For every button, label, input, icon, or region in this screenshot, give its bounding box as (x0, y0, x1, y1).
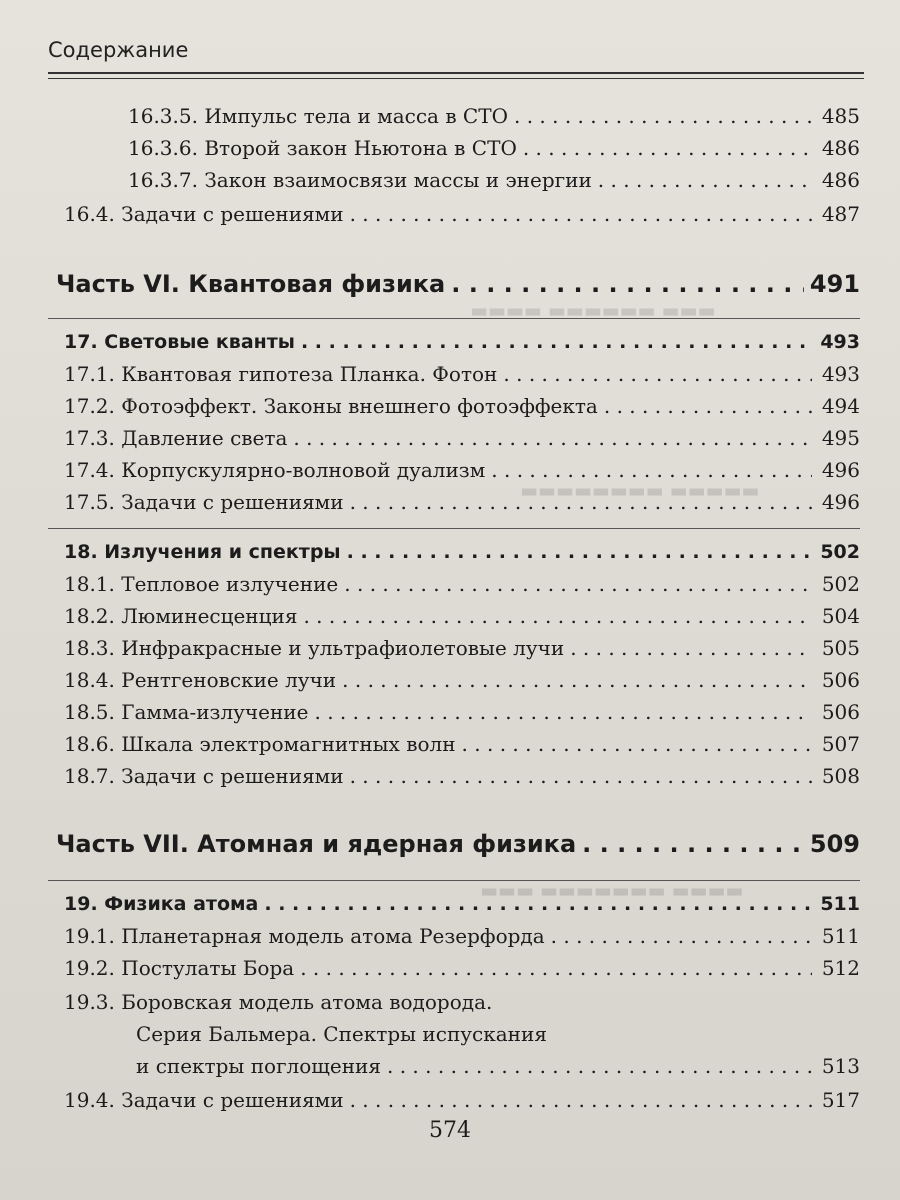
toc-entry-title: 17.4. Корпускулярно-волновой дуализм (64, 458, 486, 482)
toc-entry-title: 16.3.7. Закон взаимосвязи массы и энергии (128, 168, 592, 192)
toc-entry-page: 511 (821, 924, 860, 948)
leader-dots (293, 424, 812, 452)
leader-dots (303, 602, 812, 630)
bleed-through-decoration: ▬▬▬▬ ▬▬▬▬▬▬▬ ▬▬▬ (480, 880, 744, 902)
toc-entry-multiline-line2[interactable]: Серия Бальмера. Спектры испускания (136, 1022, 547, 1046)
toc-entry-title: 17.3. Давление света (64, 426, 288, 450)
toc-entry-page: 513 (821, 1054, 860, 1078)
toc-entry-page: 486 (821, 136, 860, 160)
toc-entry[interactable] (64, 922, 860, 950)
toc-entry-title: 19.4. Задачи с решениями (64, 1088, 344, 1112)
toc-entry-title: 19. Физика атома (64, 893, 259, 915)
leader-dots (503, 360, 812, 388)
toc-entry[interactable] (64, 602, 860, 630)
toc-entry[interactable] (64, 200, 860, 228)
toc-entry-title: 18. Излучения и спектры (64, 541, 341, 563)
leader-dots (314, 698, 812, 726)
toc-entry[interactable] (64, 488, 860, 516)
toc-entry-title: Часть VII. Атомная и ядерная физика (56, 830, 577, 858)
toc-entry-title: 18.4. Рентгеновские лучи (64, 668, 337, 692)
toc-entry-page: 509 (809, 830, 860, 858)
leader-dots (350, 762, 812, 790)
leader-dots (387, 1052, 812, 1080)
bleed-through-decoration: ▬▬▬▬▬ ▬▬▬▬▬▬▬▬ (520, 480, 760, 502)
leader-dots (451, 270, 804, 298)
toc-entry-page: 487 (821, 202, 860, 226)
leader-dots (300, 954, 812, 982)
toc-entry-title: 17. Световые кванты (64, 331, 295, 353)
leader-dots (342, 666, 812, 694)
leader-dots (598, 166, 812, 194)
toc-entry[interactable] (64, 456, 860, 484)
page-number: 574 (429, 1118, 471, 1143)
toc-entry-multiline-line1[interactable]: 19.3. Боровская модель атома водорода. (64, 990, 493, 1014)
chapter-separator (48, 318, 860, 319)
toc-entry-title: 18.5. Гамма-излучение (64, 700, 309, 724)
toc-entry-page: 505 (821, 636, 860, 660)
leader-dots (604, 392, 812, 420)
leader-dots (264, 890, 812, 918)
toc-chapter-heading[interactable] (64, 328, 860, 356)
leader-dots (462, 730, 812, 758)
toc-entry-title: 19.1. Планетарная модель атома Резерфорда (64, 924, 545, 948)
leader-dots (344, 570, 812, 598)
toc-chapter-heading[interactable] (64, 538, 860, 566)
toc-entry-title: 18.1. Тепловое излучение (64, 572, 339, 596)
toc-entry-page: 502 (821, 572, 860, 596)
toc-entry[interactable] (64, 1086, 860, 1114)
toc-entry[interactable] (64, 634, 860, 662)
toc-entry[interactable] (64, 954, 860, 982)
toc-entry[interactable] (128, 134, 860, 162)
toc-entry[interactable] (64, 392, 860, 420)
toc-entry[interactable] (136, 1052, 860, 1080)
leader-dots (570, 634, 812, 662)
toc-entry[interactable] (64, 424, 860, 452)
leader-dots (350, 1086, 812, 1114)
toc-entry-title: 16.4. Задачи с решениями (64, 202, 344, 226)
toc-entry[interactable] (64, 570, 860, 598)
toc-entry-page: 502 (820, 541, 860, 563)
toc-entry-page: 493 (821, 362, 860, 386)
toc-entry-page: 511 (820, 893, 860, 915)
leader-dots (350, 200, 812, 228)
leader-dots (551, 922, 812, 950)
toc-part-heading[interactable] (56, 270, 860, 298)
toc-entry-title: 18.3. Инфракрасные и ультрафиолетовые лучи (64, 636, 565, 660)
toc-entry-title: 16.3.5. Импульс тела и масса в СТО (128, 104, 508, 128)
toc-entry[interactable] (64, 762, 860, 790)
leader-dots (347, 538, 812, 566)
toc-entry-title: 17.5. Задачи с решениями (64, 490, 344, 514)
toc-entry-title: 17.1. Квантовая гипотеза Планка. Фотон (64, 362, 498, 386)
leader-dots (350, 488, 812, 516)
toc-entry-title: 19.2. Постулаты Бора (64, 956, 295, 980)
toc-entry-page: 495 (821, 426, 860, 450)
toc-entry-page: 512 (821, 956, 860, 980)
toc-entry-title: 17.2. Фотоэффект. Законы внешнего фотоэффекта (64, 394, 598, 418)
toc-entry-page: 508 (821, 764, 860, 788)
chapter-separator (48, 528, 860, 529)
toc-entry[interactable] (128, 166, 860, 194)
toc-entry-title: 18.6. Шкала электромагнитных волн (64, 732, 456, 756)
toc-entry-title: 18.2. Люминесценция (64, 604, 298, 628)
toc-entry-page: 506 (821, 700, 860, 724)
toc-entry-page: 517 (821, 1088, 860, 1112)
chapter-separator (48, 880, 860, 881)
toc-entry-page: 493 (820, 331, 860, 353)
leader-dots (582, 830, 804, 858)
leader-dots (514, 102, 812, 130)
toc-entry-page: 496 (821, 458, 860, 482)
toc-entry-page: 507 (821, 732, 860, 756)
running-head: Содержание (48, 38, 189, 62)
toc-entry-title: 16.3.6. Второй закон Ньютона в СТО (128, 136, 517, 160)
toc-entry-title: и спектры поглощения (136, 1054, 381, 1078)
toc-entry[interactable] (128, 102, 860, 130)
bleed-through-decoration: ▬▬▬ ▬▬▬▬▬▬ ▬▬▬▬ (470, 300, 716, 322)
toc-part-heading[interactable] (56, 830, 860, 858)
toc-entry-title: 18.7. Задачи с решениями (64, 764, 344, 788)
toc-entry-title: Часть VI. Квантовая физика (56, 270, 446, 298)
leader-dots (301, 328, 812, 356)
toc-entry-page: 494 (821, 394, 860, 418)
toc-chapter-heading[interactable] (64, 890, 860, 918)
toc-entry-page: 491 (809, 270, 860, 298)
toc-entry-page: 504 (821, 604, 860, 628)
toc-entry-page: 506 (821, 668, 860, 692)
toc-entry[interactable] (64, 698, 860, 726)
toc-entry-page: 485 (821, 104, 860, 128)
leader-dots (523, 134, 812, 162)
toc-entry-page: 496 (821, 490, 860, 514)
toc-entry[interactable] (64, 730, 860, 758)
toc-entry-page: 486 (821, 168, 860, 192)
leader-dots (491, 456, 812, 484)
toc-entry[interactable] (64, 666, 860, 694)
toc-entry[interactable] (64, 360, 860, 388)
